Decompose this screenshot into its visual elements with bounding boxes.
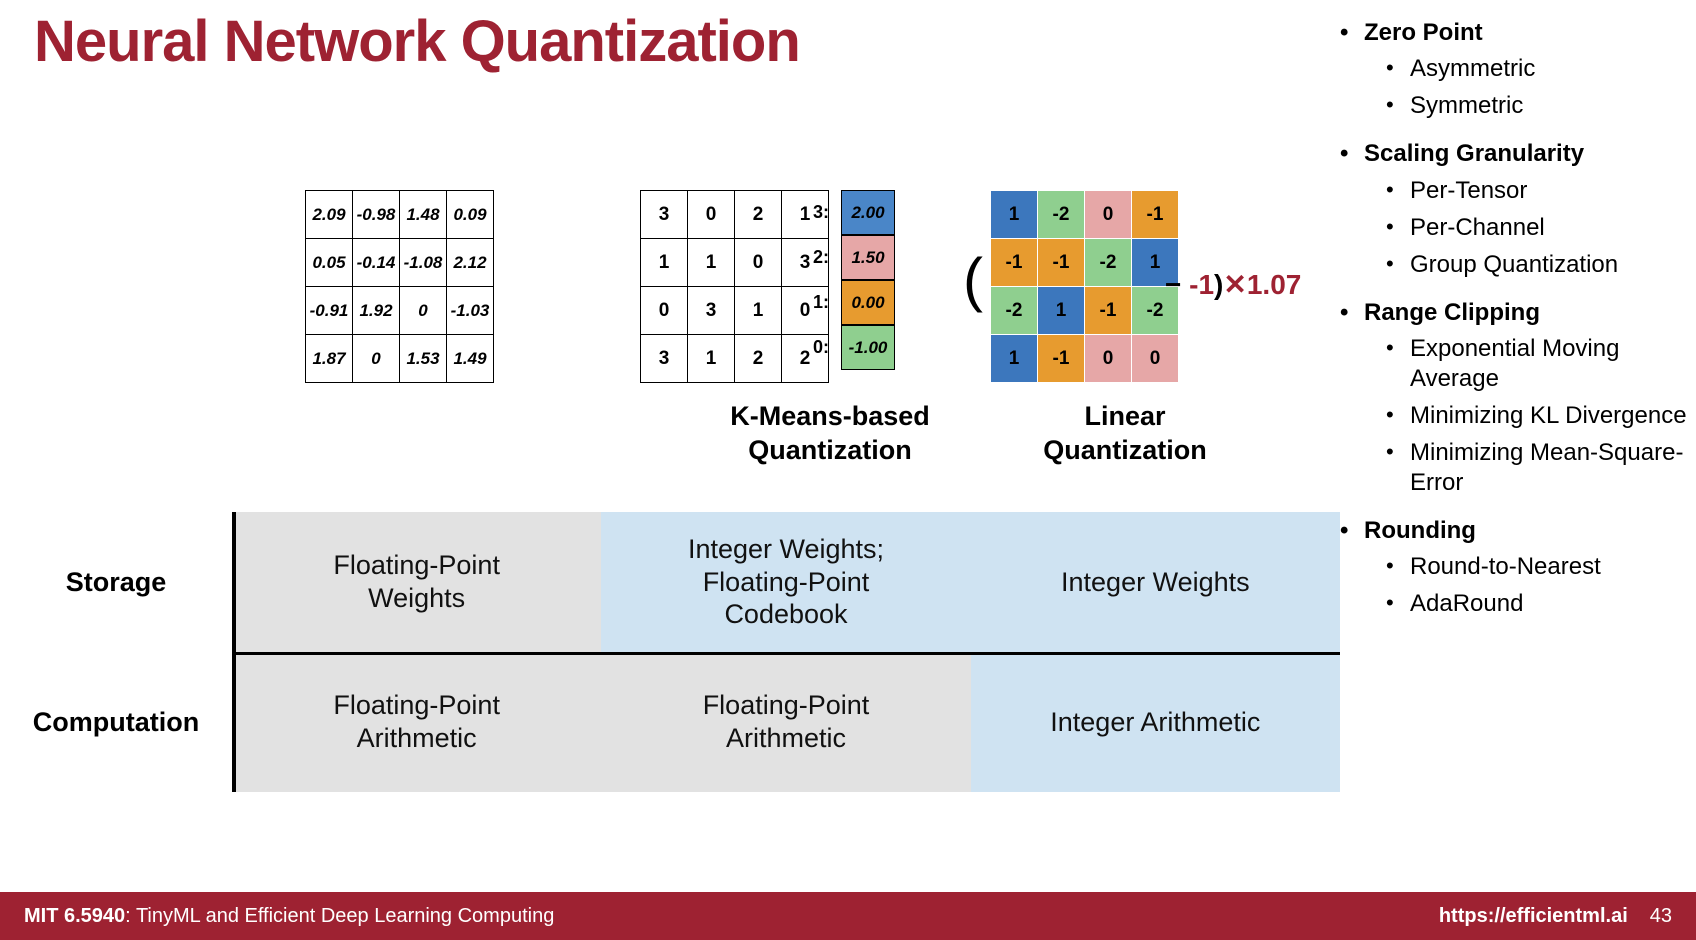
matrix-cell: 1	[991, 191, 1038, 239]
page-title: Neural Network Quantization	[34, 9, 800, 74]
formula-close-paren: )	[1214, 269, 1224, 300]
bullet-group-quantization: • Group Quantization	[1318, 250, 1696, 280]
bullet-adaround: • AdaRound	[1318, 589, 1696, 619]
caption-linear-quantization	[1000, 400, 1250, 468]
cell-line: Codebook	[724, 599, 848, 630]
floating-point-weight-matrix	[305, 190, 494, 383]
footer-course-info	[24, 905, 554, 928]
footer-page-number: 43	[1649, 904, 1672, 927]
cell-line: Arithmetic	[725, 723, 846, 753]
matrix-cell: 2.12	[447, 239, 494, 287]
codebook-row	[813, 235, 895, 280]
codebook-value: 2.00	[841, 190, 895, 235]
bullet-symmetric: • Symmetric	[1318, 91, 1696, 121]
matrix-cell: 0	[1085, 191, 1132, 239]
matrix-cell: -1	[1085, 287, 1132, 335]
formula-times-icon: ✕	[1223, 269, 1247, 300]
matrix-cell: -0.14	[353, 239, 400, 287]
caption-line: Quantization	[1043, 434, 1207, 465]
matrix-cell: -1.03	[447, 287, 494, 335]
matrix-cell: 2	[782, 335, 829, 383]
table-row	[306, 191, 494, 239]
bullet-per-tensor: • Per-Tensor	[1318, 176, 1696, 206]
matrix-cell: 3	[688, 287, 735, 335]
footer-course-title: TinyML and Efficient Deep Learning Computing	[135, 904, 555, 927]
kmeans-codebook	[813, 190, 895, 370]
footer-separator: :	[125, 904, 136, 927]
matrix-cell: 3	[641, 335, 688, 383]
row-label-computation: Computation	[32, 706, 200, 737]
matrix-cell: 1	[688, 239, 735, 287]
row-label-storage: Storage	[65, 566, 167, 597]
comparison-table	[0, 512, 1340, 792]
table-row	[991, 191, 1179, 239]
bullet-scaling-granularity: • Scaling Granularity	[1318, 139, 1696, 168]
matrix-cell: -1	[991, 239, 1038, 287]
bullet-asymmetric: • Asymmetric	[1318, 54, 1696, 84]
matrix-cell: -2	[1038, 191, 1085, 239]
bullet-minimizing-kl-divergence: • Minimizing KL Divergence	[1318, 401, 1696, 431]
cell-line: Floating-Point	[333, 550, 500, 581]
table-row	[306, 335, 494, 383]
codebook-row	[813, 280, 895, 325]
cell-computation-linear	[971, 652, 1340, 792]
matrix-cell: 0	[735, 239, 782, 287]
caption-line: Quantization	[748, 434, 912, 465]
matrix-cell: 1	[1038, 287, 1085, 335]
matrix-cell: -0.98	[353, 191, 400, 239]
formula-minus: −	[1165, 269, 1182, 300]
matrix-cell: 1	[782, 191, 829, 239]
matrix-cell: 1.49	[447, 335, 494, 383]
bullet-range-clipping: • Range Clipping	[1318, 298, 1696, 327]
matrix-cell: 3	[641, 191, 688, 239]
codebook-row	[813, 325, 895, 370]
table-horizontal-rule	[232, 652, 1340, 655]
matrix-cell: 1	[991, 335, 1038, 383]
matrix-cell: -2	[991, 287, 1038, 335]
matrix-cell: 2	[735, 335, 782, 383]
formula-zero-point: -1	[1189, 269, 1215, 300]
matrix-cell: -1	[1038, 335, 1085, 383]
cell-line: Integer Weights	[1061, 566, 1250, 597]
bullet-rounding: • Rounding	[1318, 516, 1696, 545]
caption-line: Linear	[1084, 401, 1166, 431]
codebook-index: 1:	[813, 292, 830, 312]
table-row	[641, 335, 829, 383]
cell-line: Floating-Point	[333, 690, 500, 721]
matrix-cell: 0.05	[306, 239, 353, 287]
matrix-cell: 0	[400, 287, 447, 335]
matrix-cell: 2.09	[306, 191, 353, 239]
bullet-zero-point: • Zero Point	[1318, 18, 1696, 47]
cell-computation-floating	[232, 652, 601, 792]
matrix-cell: 1.87	[306, 335, 353, 383]
cell-storage-floating	[232, 512, 601, 652]
table-row	[641, 239, 829, 287]
bullet-per-channel: • Per-Channel	[1318, 213, 1696, 243]
matrix-cell: -1	[1132, 191, 1179, 239]
kmeans-index-matrix	[640, 190, 829, 383]
matrix-cell: 0	[641, 287, 688, 335]
table-row	[991, 335, 1179, 383]
footer-url-link[interactable]: https://efficientml.ai	[1438, 904, 1628, 927]
footer-course-code: MIT 6.5940	[24, 904, 126, 927]
cell-line: Arithmetic	[356, 723, 477, 753]
matrix-cell: 1.92	[353, 287, 400, 335]
table-row	[991, 239, 1179, 287]
matrix-cell: 1	[735, 287, 782, 335]
matrix-cell: 0	[782, 287, 829, 335]
matrix-cell: 1	[688, 335, 735, 383]
bullet-minimizing-mse: • Minimizing Mean-Square-Error	[1318, 438, 1696, 498]
table-row-storage	[0, 512, 1340, 652]
matrix-cell: -1	[1038, 239, 1085, 287]
cell-storage-linear	[971, 512, 1340, 652]
matrix-cell: 1	[1132, 239, 1179, 287]
codebook-row	[813, 190, 895, 235]
matrix-cell: 2	[735, 191, 782, 239]
matrix-cell: 1.53	[400, 335, 447, 383]
matrix-cell: -0.91	[306, 287, 353, 335]
matrix-cell: 1.48	[400, 191, 447, 239]
table-row	[641, 191, 829, 239]
caption-line: K-Means-based	[730, 401, 930, 431]
footer	[0, 892, 1696, 940]
table-row	[306, 287, 494, 335]
codebook-value: 1.50	[841, 235, 895, 280]
table-row-computation	[0, 652, 1340, 792]
matrix-cell: 1	[641, 239, 688, 287]
bullet-round-to-nearest: • Round-to-Nearest	[1318, 552, 1696, 582]
linear-quantized-matrix	[990, 190, 1182, 383]
formula-tail	[1165, 268, 1301, 301]
bullet-exponential-moving-average: • Exponential Moving Average	[1318, 334, 1696, 394]
matrix-cell: 0	[1132, 335, 1179, 383]
matrix-cell: -2	[1132, 287, 1179, 335]
matrix-cell: 0	[1085, 335, 1132, 383]
matrix-cell: -1.08	[400, 239, 447, 287]
codebook-index: 0:	[813, 337, 830, 357]
cell-line: Integer Arithmetic	[1050, 706, 1261, 737]
formula-scale: 1.07	[1246, 269, 1302, 300]
cell-line: Floating-Point	[702, 690, 870, 721]
table-row	[641, 287, 829, 335]
matrix-cell: 3	[782, 239, 829, 287]
table-row	[306, 239, 494, 287]
outline-list	[1318, 18, 1696, 619]
footer-right	[1439, 905, 1672, 928]
cell-storage-kmeans	[601, 512, 970, 652]
formula-open-paren: (	[963, 246, 983, 313]
matrix-cell: 0.09	[447, 191, 494, 239]
matrix-cell: 0	[353, 335, 400, 383]
codebook-value: 0.00	[841, 280, 895, 325]
codebook-index: 2:	[813, 247, 830, 267]
codebook-value: -1.00	[841, 325, 895, 370]
cell-line: Integer Weights;	[687, 533, 885, 564]
codebook-index: 3:	[813, 202, 830, 222]
matrix-cell: -2	[1085, 239, 1132, 287]
cell-computation-kmeans	[601, 652, 970, 792]
caption-kmeans-quantization	[700, 400, 960, 468]
matrix-cell: 0	[688, 191, 735, 239]
cell-line: Weights	[368, 583, 466, 613]
cell-line: Floating-Point	[702, 566, 870, 597]
table-row	[991, 287, 1179, 335]
